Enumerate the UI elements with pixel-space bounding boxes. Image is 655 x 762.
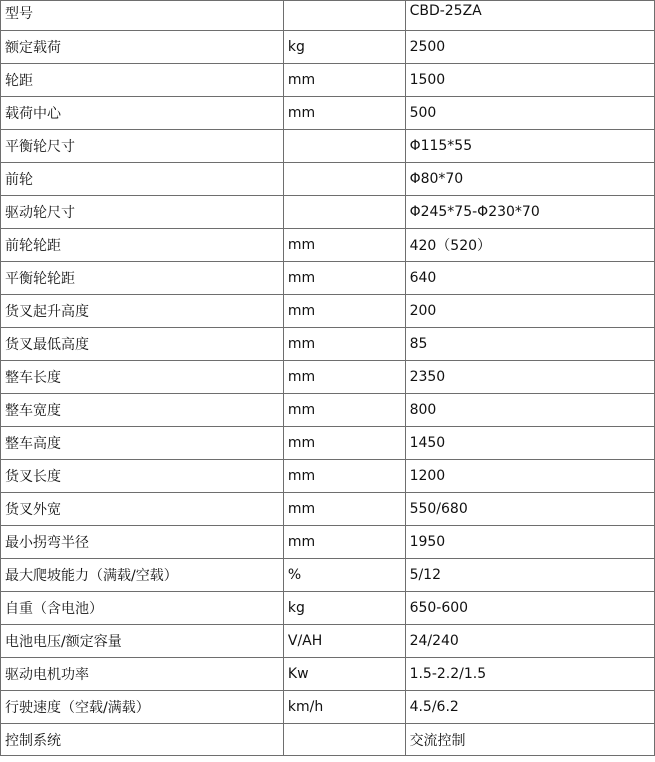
param-value-cell: Φ245*75-Φ230*70	[405, 196, 654, 229]
header-value-cell: CBD-25ZA	[405, 1, 654, 31]
param-unit-cell	[283, 163, 405, 196]
table-row	[1, 163, 655, 196]
param-value-cell: Φ115*55	[405, 130, 654, 163]
table-row	[1, 592, 655, 625]
param-name-cell: 平衡轮轮距	[1, 262, 284, 295]
param-unit-cell: mm	[283, 361, 405, 394]
table-row	[1, 130, 655, 163]
param-unit-cell: mm	[283, 460, 405, 493]
header-name-cell: 型号	[1, 1, 284, 31]
param-value-cell: 24/240	[405, 625, 654, 658]
param-name-cell: 前轮	[1, 163, 284, 196]
param-name-cell: 前轮轮距	[1, 229, 284, 262]
table-row	[1, 394, 655, 427]
param-unit-cell: Kw	[283, 658, 405, 691]
param-value-cell: 650-600	[405, 592, 654, 625]
param-value-cell: 1950	[405, 526, 654, 559]
param-unit-cell: mm	[283, 295, 405, 328]
param-name-cell: 轮距	[1, 64, 284, 97]
param-unit-cell: V/AH	[283, 625, 405, 658]
param-name-cell: 货叉长度	[1, 460, 284, 493]
param-unit-cell: mm	[283, 328, 405, 361]
param-name-cell: 载荷中心	[1, 97, 284, 130]
param-name-cell: 平衡轮尺寸	[1, 130, 284, 163]
param-name-cell: 额定载荷	[1, 31, 284, 64]
param-unit-cell	[283, 196, 405, 229]
table-row	[1, 724, 655, 756]
table-row	[1, 328, 655, 361]
header-unit-cell	[283, 1, 405, 31]
param-value-cell: 200	[405, 295, 654, 328]
param-value-cell: 640	[405, 262, 654, 295]
param-value-cell: 1200	[405, 460, 654, 493]
spec-table-body	[1, 1, 655, 756]
param-value-cell: 2500	[405, 31, 654, 64]
table-row	[1, 97, 655, 130]
param-name-cell: 最大爬坡能力（满载/空载）	[1, 559, 284, 592]
param-value-cell: 420（520）	[405, 229, 654, 262]
param-unit-cell: mm	[283, 394, 405, 427]
param-value-cell: 1.5-2.2/1.5	[405, 658, 654, 691]
param-unit-cell	[283, 130, 405, 163]
param-unit-cell: mm	[283, 493, 405, 526]
table-row	[1, 427, 655, 460]
param-unit-cell: kg	[283, 31, 405, 64]
table-row	[1, 460, 655, 493]
param-unit-cell: mm	[283, 97, 405, 130]
table-header-row	[1, 1, 655, 31]
table-row	[1, 658, 655, 691]
param-value-cell: 85	[405, 328, 654, 361]
param-unit-cell: mm	[283, 262, 405, 295]
param-name-cell: 整车宽度	[1, 394, 284, 427]
table-row	[1, 64, 655, 97]
param-value-cell: 800	[405, 394, 654, 427]
table-row	[1, 262, 655, 295]
table-row	[1, 493, 655, 526]
table-row	[1, 295, 655, 328]
param-value-cell: 500	[405, 97, 654, 130]
param-value-cell: 1500	[405, 64, 654, 97]
param-name-cell: 控制系统	[1, 724, 284, 756]
param-value-cell: 2350	[405, 361, 654, 394]
param-unit-cell: mm	[283, 229, 405, 262]
param-unit-cell: kg	[283, 592, 405, 625]
param-name-cell: 整车高度	[1, 427, 284, 460]
param-value-cell: 4.5/6.2	[405, 691, 654, 724]
param-name-cell: 驱动轮尺寸	[1, 196, 284, 229]
param-unit-cell: mm	[283, 526, 405, 559]
param-name-cell: 货叉最低高度	[1, 328, 284, 361]
param-unit-cell: mm	[283, 64, 405, 97]
param-unit-cell: km/h	[283, 691, 405, 724]
table-row	[1, 196, 655, 229]
table-row	[1, 31, 655, 64]
table-row	[1, 526, 655, 559]
param-value-cell: Φ80*70	[405, 163, 654, 196]
param-name-cell: 货叉外宽	[1, 493, 284, 526]
param-name-cell: 行驶速度（空载/满载）	[1, 691, 284, 724]
param-unit-cell: mm	[283, 427, 405, 460]
param-unit-cell	[283, 724, 405, 756]
table-row	[1, 691, 655, 724]
param-unit-cell: %	[283, 559, 405, 592]
table-row	[1, 361, 655, 394]
param-value-cell: 5/12	[405, 559, 654, 592]
param-value-cell: 1450	[405, 427, 654, 460]
param-value-cell: 交流控制	[405, 724, 654, 756]
param-name-cell: 最小拐弯半径	[1, 526, 284, 559]
param-value-cell: 550/680	[405, 493, 654, 526]
param-name-cell: 整车长度	[1, 361, 284, 394]
table-row	[1, 559, 655, 592]
param-name-cell: 电池电压/额定容量	[1, 625, 284, 658]
table-row	[1, 625, 655, 658]
param-name-cell: 货叉起升高度	[1, 295, 284, 328]
param-name-cell: 驱动电机功率	[1, 658, 284, 691]
param-name-cell: 自重（含电池）	[1, 592, 284, 625]
table-row	[1, 229, 655, 262]
